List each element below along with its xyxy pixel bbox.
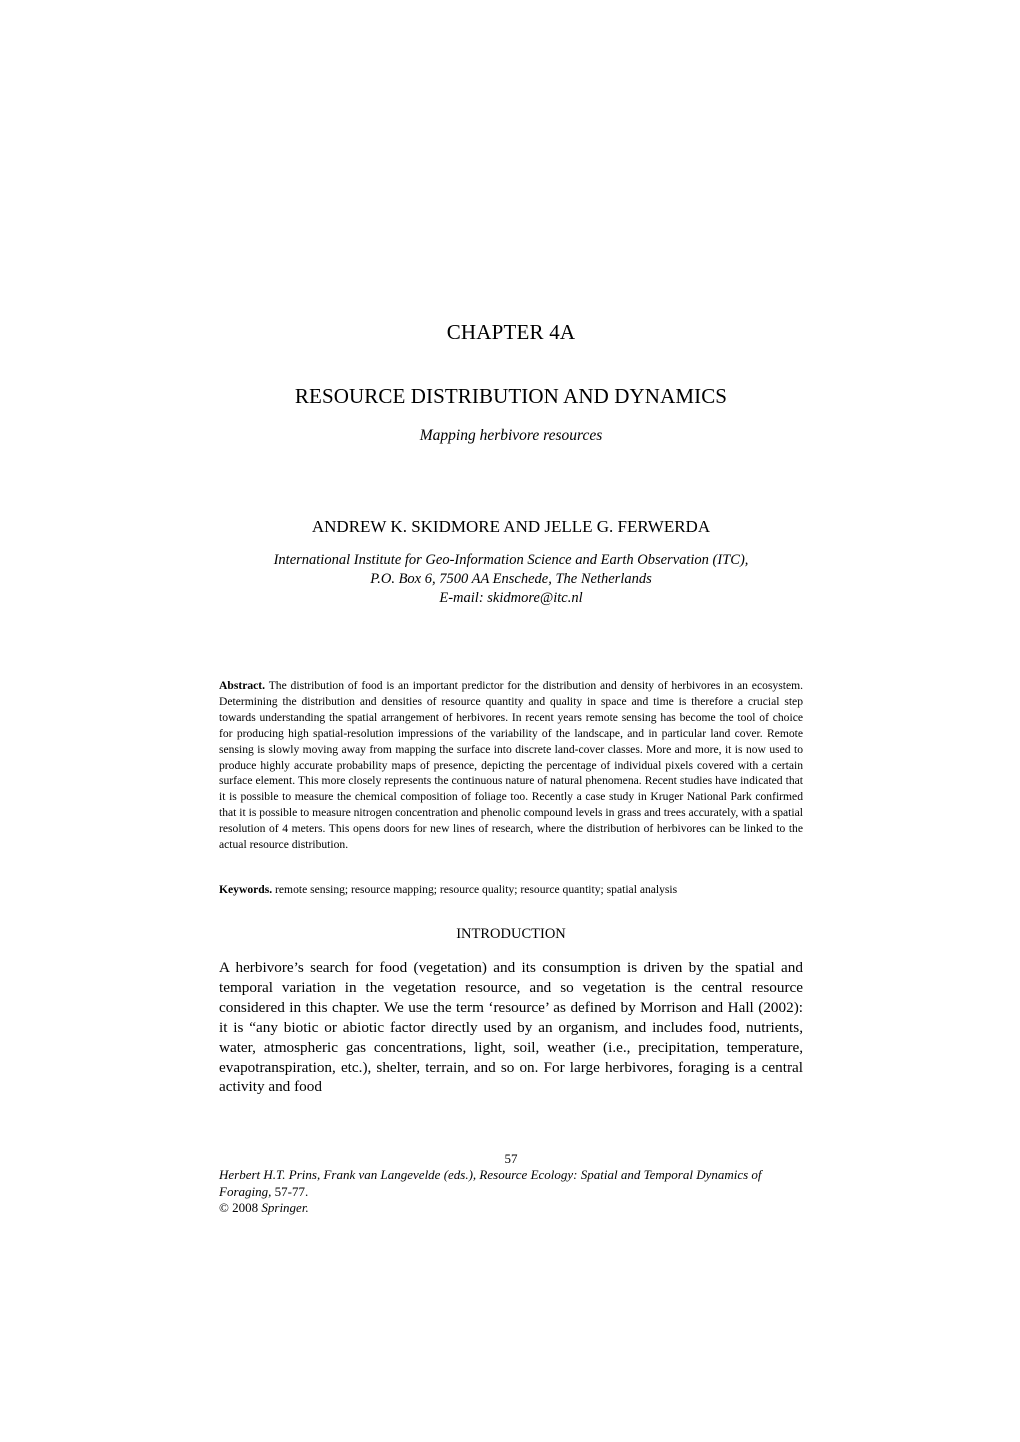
book-citation (219, 1167, 803, 1217)
keywords-text: remote sensing; resource mapping; resource quality; resource quantity; spatial analysis (275, 883, 678, 896)
abstract (219, 678, 803, 853)
affiliation-institute: International Institute for Geo-Information Science and Earth Observation (ITC), (273, 552, 749, 568)
abstract-text: The distribution of food is an important predictor for the distribution and density of herbivores in an ecosystem. Determining the distribution and densities of resource quantity and quality in space and time is therefore a crucial step towards understanding the spatial arrangement of herbivores. In recent years remote sensing has become the tool of choice for producing high spatial-resolution impressions of the variability of the landscape, and in particular land cover. Remote sensing is slowly moving away from mapping the surface into discrete land-cover classes. More and more, it is now used to produce highly accurate probability maps of presence, depicting the percentage of individual pixels covered with a certain surface element. This more closely represents the continuous nature of natural phenomena. Recent studies have indicated that it is possible to measure the chemical composition of foliage too. Recently a case study in Kruger National Park confirmed that it is possible to measure nitrogen concentration and phenolic compound levels in grass and trees accurately, with a spatial resolution of 4 meters. This opens doors for new lines of research, where the distribution of herbivores can be linked to the actual resource distribution. (219, 679, 804, 852)
author-names: ANDREW K. SKIDMORE AND JELLE G. FERWERDA (311, 517, 711, 536)
citation-pages: 57-77. (274, 1183, 309, 1199)
author-email: E-mail: skidmore@itc.nl (439, 590, 583, 606)
abstract-label: Abstract. (219, 679, 266, 692)
chapter-number: CHAPTER 4A (446, 320, 576, 344)
author-affiliation (219, 551, 803, 608)
introduction-paragraph: A herbivore’s search for food (vegetation) and its consumption is driven by the spatial and temporal variation in the vegetation resource, and so vegetation is the central resource considered in this chapter. We use the term ‘resource’ as defined by Morrison and Hall (2002): it is “any biotic or abiotic factor directly used by an organism, and includes food, nutrients, water, atmospheric gas concentrations, light, soil, weather (i.e., precipitation, temperature, evapotranspiration, etc.), shelter, terrain, and so on. For large herbivores, foraging is a central activity and food (219, 959, 803, 1096)
keywords (219, 882, 803, 898)
section-heading-introduction: INTRODUCTION (456, 926, 566, 942)
affiliation-address: P.O. Box 6, 7500 AA Enschede, The Netherlands (370, 571, 652, 587)
copyright-year: © 2008 (219, 1200, 259, 1215)
chapter-title: RESOURCE DISTRIBUTION AND DYNAMICS (294, 384, 728, 408)
page-number: 57 (504, 1151, 518, 1166)
publisher-name: Springer. (261, 1200, 309, 1215)
keywords-label: Keywords. (219, 883, 273, 896)
chapter-subtitle: Mapping herbivore resources (419, 427, 603, 444)
citation-reference: Herbert H.T. Prins, Frank van Langevelde (eds.), Resource Ecology: Spatial and Temporal Dynamics of Foraging, (219, 1167, 762, 1199)
